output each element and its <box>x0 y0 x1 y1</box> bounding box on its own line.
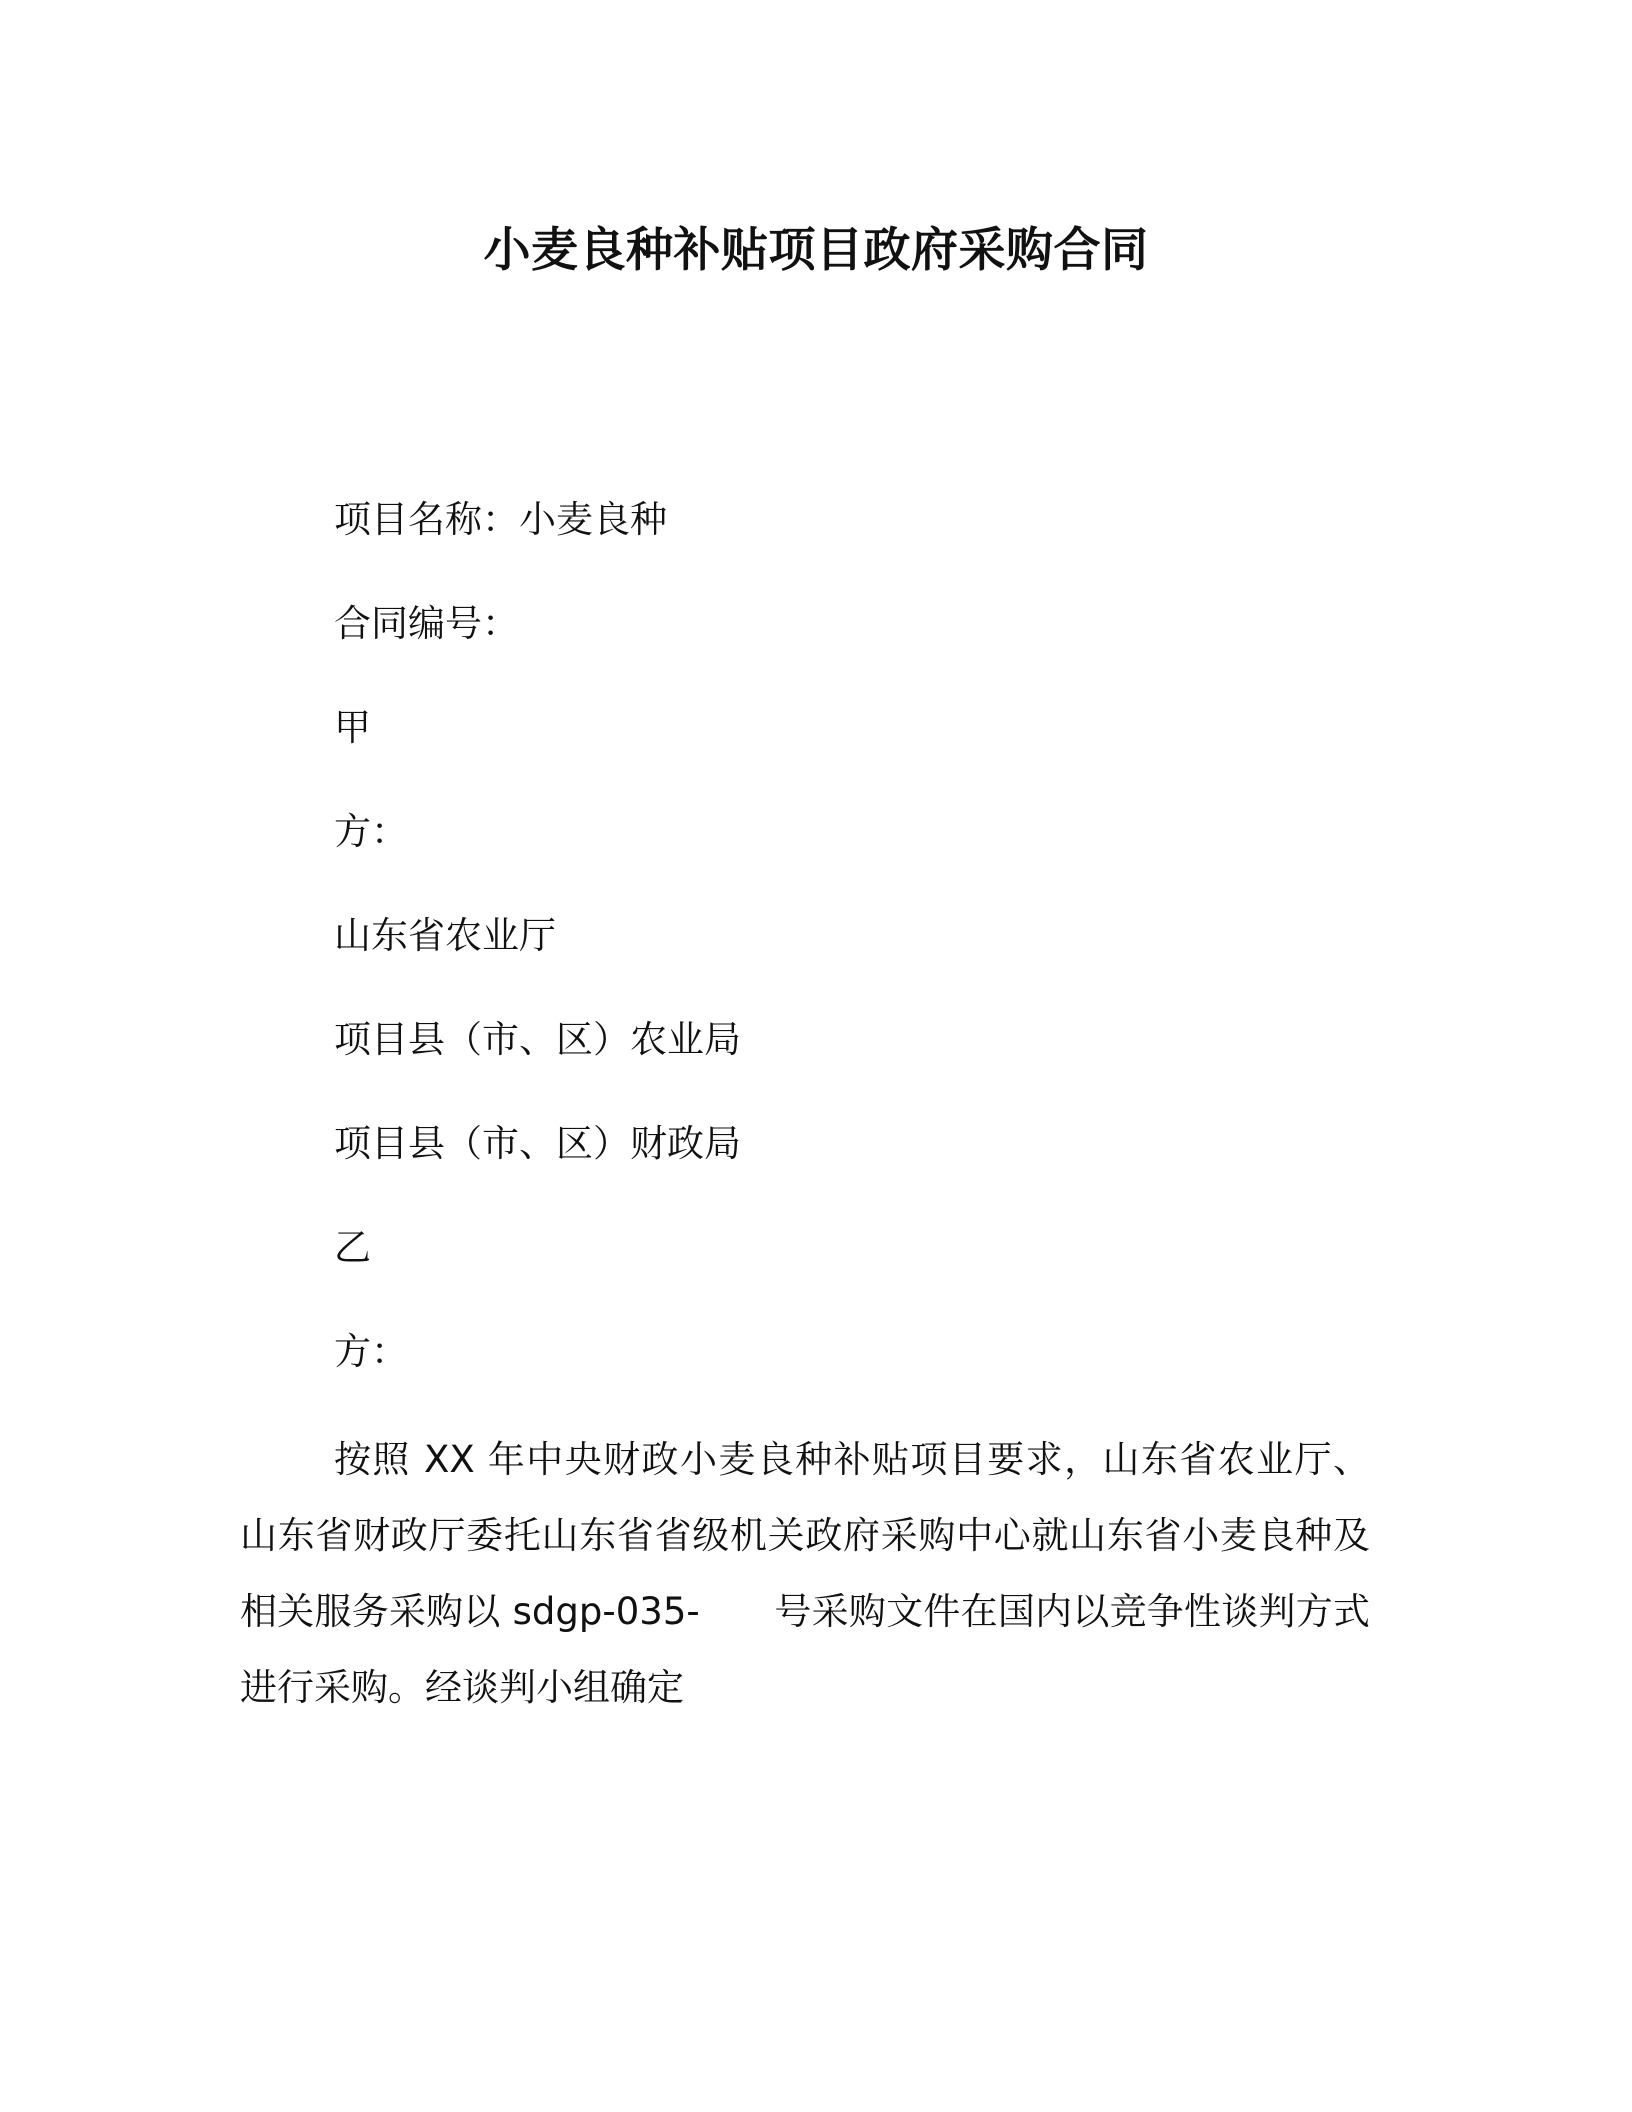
party-b-char: 乙 <box>334 1226 371 1269</box>
document-title: 小麦良种补贴项目政府采购合同 <box>483 223 1149 278</box>
party-a-line-2: 项目县（市、区）农业局 <box>334 1018 741 1061</box>
body-paragraph: 按照 XX 年中央财政小麦良种补贴项目要求，山东省农业厅、山东省财政厅委托山东省省级机关政府采购中心就山东省小麦良种及相关服务采购以 sdgp-035- 号采购文件在国内以竞争性谈判方式进行采购。经谈判小组确定 <box>240 1438 1370 1709</box>
party-b-suffix: 方： <box>334 1330 408 1373</box>
party-a-suffix: 方： <box>334 810 408 853</box>
project-name-line: 项目名称：小麦良种 <box>334 498 667 541</box>
party-a-line-1: 山东省农业厅 <box>334 914 556 957</box>
contract-number-line: 合同编号： <box>334 602 519 645</box>
party-a-line-3: 项目县（市、区）财政局 <box>334 1122 741 1165</box>
party-a-char: 甲 <box>334 706 371 749</box>
